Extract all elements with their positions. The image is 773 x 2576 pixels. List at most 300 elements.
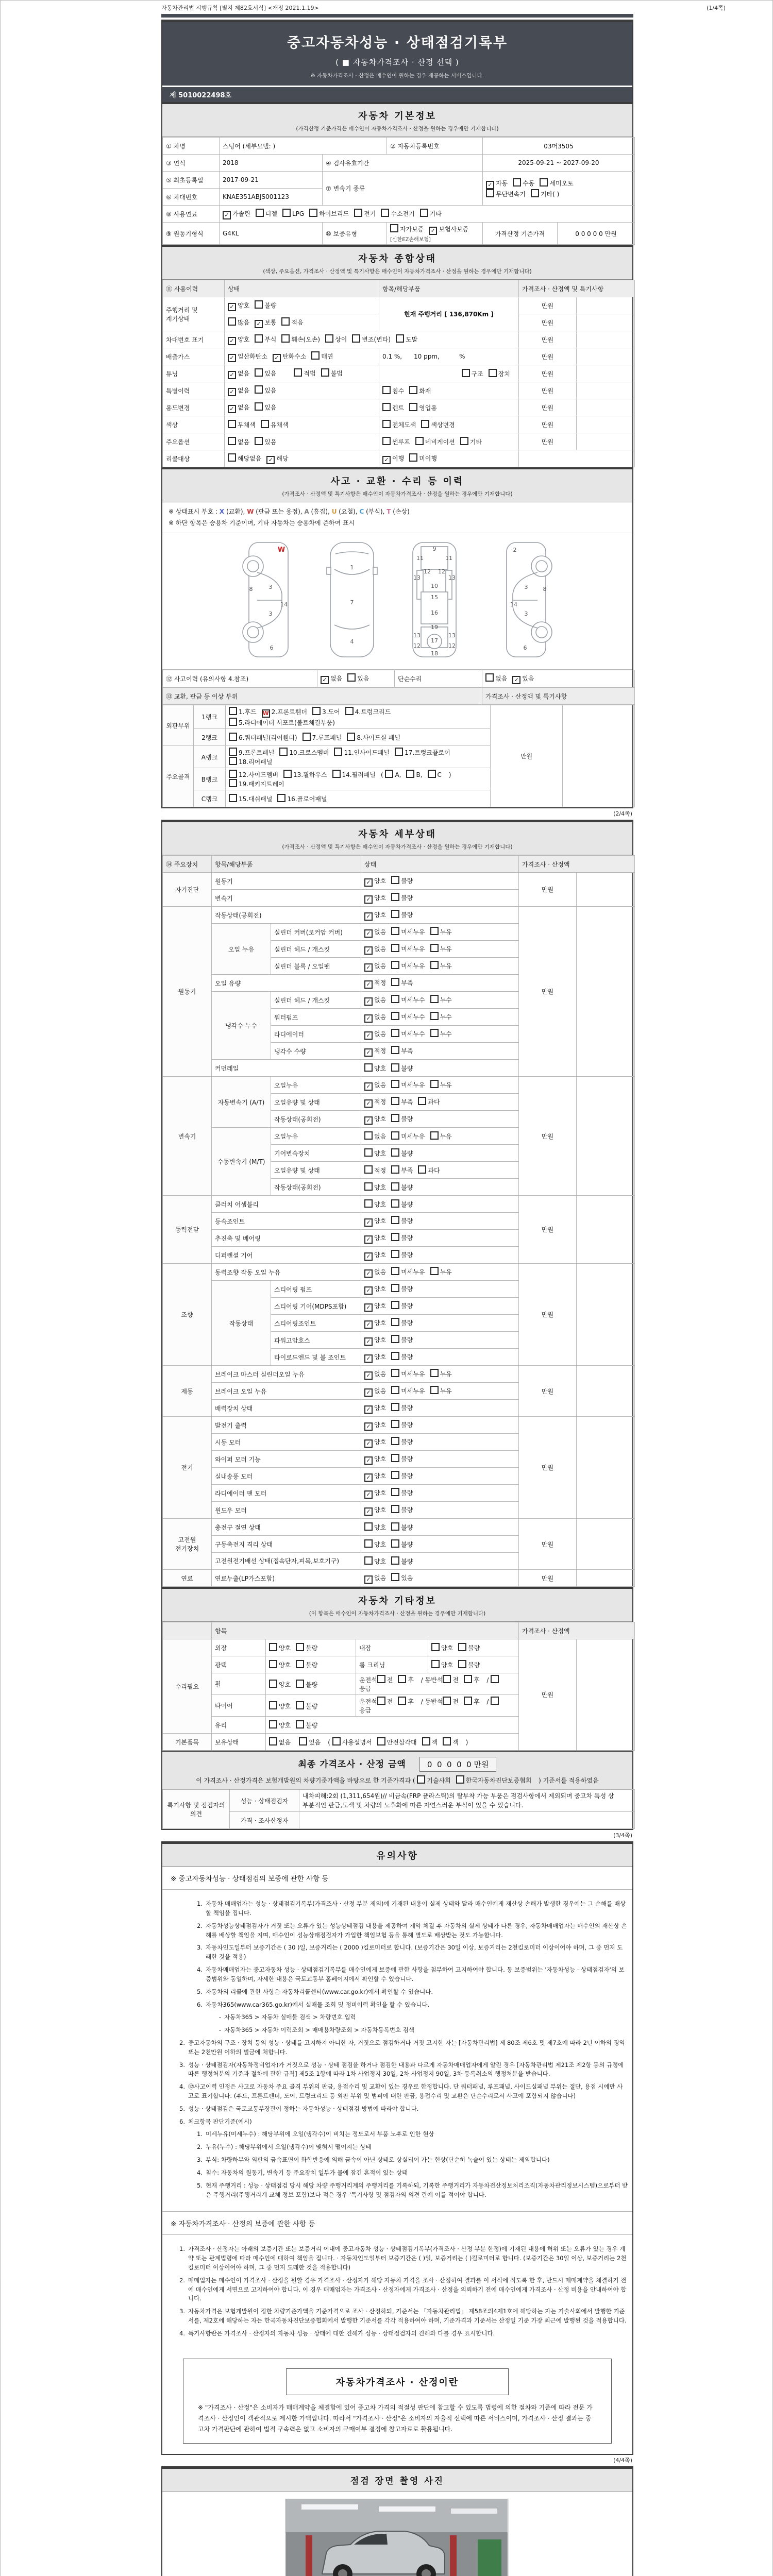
checkbox[interactable] xyxy=(391,1097,399,1105)
text-segment: (교환), xyxy=(224,508,247,515)
checkbox[interactable] xyxy=(458,1643,466,1651)
checkbox[interactable]: ✓ xyxy=(364,1456,373,1465)
form-cell: 만원 xyxy=(491,705,563,807)
checkbox[interactable] xyxy=(391,1199,399,1208)
notice-text: 체크항목 판단기준(예시) xyxy=(188,2117,252,2125)
checkbox[interactable] xyxy=(311,351,320,360)
checkbox[interactable] xyxy=(460,437,468,445)
detail-state-title: 자동차 세부상태 xyxy=(358,829,436,840)
checkbox[interactable] xyxy=(458,1660,466,1668)
checkbox[interactable]: ✓ xyxy=(364,963,373,972)
form-cell: 라디에이터 xyxy=(271,1026,361,1043)
checkbox[interactable] xyxy=(269,1720,277,1728)
checkbox[interactable] xyxy=(430,1012,439,1020)
checkbox-label: 잭 xyxy=(431,1739,438,1747)
checkbox[interactable] xyxy=(269,1737,277,1745)
page-3-box xyxy=(161,1841,633,2454)
checkbox[interactable] xyxy=(269,1701,277,1709)
status-code: C xyxy=(359,508,364,515)
checkbox[interactable] xyxy=(377,1737,385,1745)
notice-number: 5. xyxy=(179,2105,185,2112)
checkbox[interactable]: ✓ xyxy=(364,1218,373,1227)
checkbox[interactable]: ✓ xyxy=(382,456,391,464)
form-cell: 만원 xyxy=(519,382,577,399)
checkbox[interactable]: ✓ xyxy=(364,1388,373,1397)
checkbox[interactable] xyxy=(409,403,417,411)
checkbox[interactable]: ✓ xyxy=(364,1405,373,1414)
checkbox[interactable] xyxy=(332,1737,341,1745)
checkbox[interactable] xyxy=(391,1369,399,1377)
checkbox[interactable] xyxy=(420,209,428,217)
checkbox-label: 전 xyxy=(386,1698,393,1706)
checkbox[interactable] xyxy=(377,1675,385,1683)
checkbox[interactable]: ✓ xyxy=(364,1269,373,1278)
checkbox[interactable] xyxy=(364,1063,373,1072)
checkbox[interactable]: ✓ xyxy=(364,1235,373,1244)
checkbox[interactable] xyxy=(256,209,264,217)
checkbox-label: 양호 xyxy=(374,1472,386,1480)
checkbox[interactable] xyxy=(229,707,237,715)
checkbox[interactable]: ✓ xyxy=(228,337,236,345)
checkbox[interactable] xyxy=(391,1046,399,1054)
form-cell: 오일누유 xyxy=(271,1128,361,1145)
form-cell-checks xyxy=(266,1717,519,1734)
checkbox[interactable] xyxy=(430,1386,439,1394)
form-cell: 시동 모터 xyxy=(212,1434,361,1451)
checkbox[interactable] xyxy=(269,1680,277,1688)
checkbox[interactable] xyxy=(309,209,317,217)
form-table xyxy=(162,687,635,705)
form-cell: 주요골격 xyxy=(163,746,194,807)
overall-state-subtitle: (색상, 주요옵션, 가격조사 · 산정액 및 특기사항은 매수인이 자동차가격조사 · 산정을 원하는 경우에만 기재합니다) xyxy=(263,268,532,275)
checkbox[interactable] xyxy=(382,420,391,428)
checkbox[interactable] xyxy=(391,1420,399,1428)
checkbox-label: 불량 xyxy=(306,1645,318,1652)
checkbox[interactable] xyxy=(391,961,399,969)
checkbox[interactable] xyxy=(325,334,333,343)
diagram-part-number: 3 xyxy=(268,584,273,591)
checkbox[interactable]: ✓ xyxy=(364,1490,373,1499)
checkbox[interactable] xyxy=(255,368,263,377)
checkbox[interactable] xyxy=(364,1556,373,1565)
checkbox[interactable] xyxy=(485,673,494,682)
checkbox[interactable] xyxy=(277,794,285,802)
checkbox[interactable] xyxy=(391,978,399,986)
checkbox[interactable] xyxy=(269,1660,277,1668)
checkbox[interactable] xyxy=(283,770,292,778)
checkbox[interactable] xyxy=(391,1454,399,1462)
checkbox[interactable] xyxy=(282,209,291,217)
checkbox[interactable] xyxy=(391,1335,399,1343)
form-cell xyxy=(577,399,635,416)
checkbox[interactable] xyxy=(464,1675,472,1683)
checkbox[interactable] xyxy=(430,1080,439,1088)
checkbox[interactable] xyxy=(229,779,237,787)
form-cell: 특별이력 xyxy=(163,382,225,399)
checkbox[interactable] xyxy=(421,420,429,428)
checkbox-label: 없음 xyxy=(374,945,386,953)
notice-number: 3. xyxy=(179,2308,185,2315)
checkbox[interactable] xyxy=(364,1131,373,1140)
inspection-photo-1 xyxy=(285,2499,509,2576)
checkbox[interactable] xyxy=(391,1488,399,1496)
checkbox[interactable] xyxy=(391,1403,399,1411)
checkbox-label: 양호 xyxy=(441,1645,453,1652)
checkbox[interactable] xyxy=(303,733,311,741)
checkbox[interactable] xyxy=(391,876,399,884)
checkbox[interactable]: ✓ xyxy=(228,405,236,413)
checkbox[interactable] xyxy=(299,1737,307,1745)
checkbox[interactable]: ✓ xyxy=(512,676,520,684)
checkbox[interactable] xyxy=(422,1737,430,1745)
checkbox[interactable] xyxy=(513,178,521,187)
checkbox[interactable] xyxy=(391,1505,399,1513)
checkbox[interactable]: ✓ xyxy=(364,895,373,904)
checkbox[interactable] xyxy=(443,1675,451,1683)
checkbox[interactable] xyxy=(456,1775,464,1784)
checkbox[interactable] xyxy=(364,1148,373,1157)
checkbox[interactable]: ✓ xyxy=(364,1252,373,1261)
checkbox[interactable]: ✓ xyxy=(255,320,263,328)
checkbox[interactable] xyxy=(228,437,236,445)
registration-number: 03머3505 xyxy=(483,138,635,155)
checkbox-label: 없음 xyxy=(330,674,343,682)
checkbox[interactable] xyxy=(443,1697,451,1705)
checkbox[interactable] xyxy=(391,1165,399,1174)
checkbox[interactable] xyxy=(395,748,403,756)
checkbox-label: 불량 xyxy=(401,1524,413,1532)
checkbox[interactable] xyxy=(279,748,288,756)
checkbox[interactable] xyxy=(229,757,237,765)
checkbox[interactable] xyxy=(364,1539,373,1548)
checkbox[interactable] xyxy=(489,369,497,377)
checkbox[interactable] xyxy=(332,770,341,778)
checkbox[interactable]: ✓ xyxy=(273,354,281,362)
checkbox-label: 양호 xyxy=(374,1285,386,1293)
checkbox[interactable] xyxy=(354,209,362,217)
checkbox[interactable] xyxy=(462,369,470,377)
notice-item xyxy=(166,2245,628,2272)
checkbox-label: 매연 xyxy=(321,352,333,360)
notice-item xyxy=(166,2061,628,2079)
checkbox[interactable]: ✓ xyxy=(364,1371,373,1380)
checkbox[interactable] xyxy=(430,1131,439,1140)
checkbox[interactable]: ✓ xyxy=(364,1439,373,1448)
checkbox[interactable]: ✓ xyxy=(228,354,236,362)
checkbox-label: 누수 xyxy=(440,1013,452,1021)
checkbox[interactable] xyxy=(443,1737,451,1745)
checkbox[interactable] xyxy=(296,1720,304,1728)
checkbox-label: 썬루프 xyxy=(392,438,410,446)
checkbox[interactable] xyxy=(391,1080,399,1088)
checkbox[interactable]: ✓ xyxy=(266,456,275,464)
checkbox[interactable] xyxy=(352,334,360,343)
section-detail-state xyxy=(162,822,632,1587)
checkbox[interactable] xyxy=(229,718,237,726)
checkbox[interactable] xyxy=(430,961,439,969)
form-cell: 룸 크리닝 xyxy=(356,1656,428,1673)
checkbox[interactable] xyxy=(391,927,399,935)
form-cell-checks xyxy=(226,729,491,746)
diagram-part-number: 3 xyxy=(268,611,273,618)
checkbox-label: 없음 xyxy=(374,1268,386,1276)
checkbox[interactable] xyxy=(364,1199,373,1208)
checkbox[interactable] xyxy=(391,1386,399,1394)
checkbox[interactable] xyxy=(430,1267,439,1275)
checkbox[interactable] xyxy=(418,1097,426,1105)
checkbox[interactable] xyxy=(261,420,269,428)
checkbox[interactable]: ✓ xyxy=(364,1575,373,1584)
device-transmission: 변속기 xyxy=(163,1077,212,1196)
checkbox[interactable] xyxy=(391,1029,399,1037)
checkbox[interactable] xyxy=(430,944,439,952)
checkbox[interactable] xyxy=(540,178,548,187)
checkbox[interactable] xyxy=(391,1352,399,1360)
checkbox[interactable] xyxy=(428,770,436,778)
text-segment: ( xyxy=(380,771,385,779)
checkbox[interactable] xyxy=(269,1643,277,1651)
checkbox[interactable]: ✓ xyxy=(364,980,373,989)
text-segment: (부식), xyxy=(364,508,387,515)
diagram-part-number: 6 xyxy=(270,645,274,652)
checkbox[interactable] xyxy=(347,673,356,682)
notices-block-b xyxy=(162,2235,632,2350)
checkbox[interactable] xyxy=(255,334,263,343)
checkbox[interactable]: ✓ xyxy=(223,211,231,219)
checkbox[interactable] xyxy=(396,334,404,343)
checkbox[interactable] xyxy=(229,794,237,802)
checkbox[interactable] xyxy=(364,1182,373,1191)
checkbox[interactable]: ✓ xyxy=(228,388,236,396)
checkbox[interactable] xyxy=(391,1301,399,1309)
checkbox[interactable] xyxy=(294,368,302,377)
checkbox[interactable] xyxy=(391,1556,399,1565)
checkbox[interactable] xyxy=(431,1643,440,1651)
checkbox[interactable] xyxy=(296,1680,304,1688)
diagram-part-number: 19 xyxy=(431,624,438,631)
checkbox[interactable] xyxy=(431,1660,440,1668)
accident-history-subtitle: (가격조사 · 산정액 및 특기사항은 매수인이 자동차가격조사 · 산정을 원하는 경우에만 기재합니다) xyxy=(282,491,513,497)
checkbox-label: 누유 xyxy=(440,1387,452,1395)
checkbox[interactable] xyxy=(391,1471,399,1479)
checkbox[interactable]: ✓ xyxy=(364,1337,373,1346)
checkbox[interactable]: ✓ xyxy=(364,1048,373,1057)
checkbox[interactable] xyxy=(228,317,236,326)
checkbox[interactable] xyxy=(385,770,393,778)
checkbox[interactable] xyxy=(409,386,417,394)
checkbox[interactable]: ✓ xyxy=(364,1507,373,1516)
checkbox[interactable] xyxy=(409,453,417,462)
checkbox-label: 양호 xyxy=(374,1455,386,1463)
checkbox[interactable] xyxy=(391,1250,399,1258)
checkbox[interactable]: W xyxy=(262,710,269,717)
checkbox[interactable] xyxy=(296,1660,304,1668)
checkbox[interactable] xyxy=(391,1539,399,1548)
checkbox[interactable] xyxy=(430,1029,439,1037)
checkbox-label: 부족 xyxy=(401,1047,413,1055)
form-cell xyxy=(519,450,635,467)
checkbox[interactable]: ✓ xyxy=(364,1082,373,1091)
checkbox-label: 양호 xyxy=(374,1489,386,1497)
diagram-part-number: 3 xyxy=(524,584,528,591)
checkbox-label: 부족 xyxy=(401,1098,413,1106)
form-cell xyxy=(577,907,635,1077)
checkbox[interactable] xyxy=(255,402,263,411)
checkbox[interactable] xyxy=(391,944,399,952)
checkbox[interactable] xyxy=(390,224,398,232)
checkbox[interactable] xyxy=(229,770,237,778)
checkbox[interactable] xyxy=(406,770,414,778)
checkbox[interactable] xyxy=(296,1701,304,1709)
checkbox[interactable] xyxy=(281,334,290,343)
checkbox[interactable] xyxy=(364,1522,373,1531)
device-engine: 원동기 xyxy=(163,907,212,1077)
form-cell xyxy=(577,314,635,331)
form-cell-checks xyxy=(361,1043,519,1060)
form-cell: 타이어 xyxy=(212,1695,266,1717)
checkbox-label: 4.트렁크리드 xyxy=(355,708,391,716)
checkbox[interactable] xyxy=(255,300,263,309)
checkbox[interactable] xyxy=(391,1267,399,1275)
checkbox[interactable]: ✓ xyxy=(486,181,494,189)
checkbox[interactable] xyxy=(312,707,321,715)
checkbox[interactable] xyxy=(281,317,290,326)
checkbox[interactable]: ✓ xyxy=(364,1286,373,1295)
checkbox[interactable] xyxy=(296,1643,304,1651)
checkbox[interactable]: ✓ xyxy=(364,946,373,955)
checkbox[interactable] xyxy=(391,893,399,901)
checkbox[interactable]: ✓ xyxy=(364,878,373,887)
checkbox[interactable]: ✓ xyxy=(364,1303,373,1312)
checkbox-label: 적정 xyxy=(374,979,386,987)
checkbox[interactable] xyxy=(255,385,263,394)
checkbox[interactable] xyxy=(398,1675,406,1683)
base-price: 0 0 0 0 0 만원 xyxy=(558,223,635,245)
checkbox[interactable]: ✓ xyxy=(364,1320,373,1329)
checkbox[interactable] xyxy=(391,1182,399,1191)
checkbox[interactable] xyxy=(381,209,389,217)
checkbox[interactable]: ✓ xyxy=(364,1422,373,1431)
checkbox[interactable] xyxy=(391,1437,399,1445)
checkbox-label: 없음 xyxy=(238,403,250,411)
checkbox[interactable] xyxy=(377,1697,385,1705)
final-price-band xyxy=(162,1751,632,1789)
checkbox[interactable] xyxy=(486,189,494,197)
checkbox[interactable] xyxy=(382,403,391,411)
checkbox[interactable] xyxy=(391,1318,399,1326)
notice-item xyxy=(166,2001,628,2010)
checkbox[interactable]: ✓ xyxy=(364,1099,373,1108)
checkbox[interactable] xyxy=(391,910,399,918)
checkbox[interactable] xyxy=(255,437,263,445)
checkbox[interactable]: ✓ xyxy=(364,929,373,938)
checkbox[interactable] xyxy=(347,733,355,741)
form-cell: 추진축 및 베어링 xyxy=(212,1230,361,1247)
checkbox[interactable] xyxy=(464,1697,472,1705)
checkbox[interactable] xyxy=(228,453,236,462)
checkbox-label: 후 xyxy=(474,1676,480,1684)
checkbox[interactable] xyxy=(391,995,399,1003)
checkbox[interactable] xyxy=(229,733,237,741)
checkbox[interactable] xyxy=(417,1775,425,1784)
form-cell: 가격조사 · 산정액 및 특기사항 xyxy=(519,280,635,297)
form-cell: ⑫ 사고이력 (유의사항 4.참조) xyxy=(163,670,317,687)
checkbox[interactable] xyxy=(418,1165,426,1174)
final-price-amount: 0 0 0 0 0 만원 xyxy=(419,1757,497,1772)
diagram-part-number: 9 xyxy=(432,546,436,553)
checkbox[interactable]: ✓ xyxy=(364,997,373,1006)
checkbox[interactable] xyxy=(491,1697,499,1705)
text-segment: ) 기준서를 적용하였음 xyxy=(536,1777,599,1785)
form-table xyxy=(162,1789,635,1829)
checkbox[interactable] xyxy=(391,1522,399,1531)
checkbox[interactable] xyxy=(391,1148,399,1157)
form-cell: 내장 xyxy=(356,1639,428,1656)
checkbox[interactable] xyxy=(391,1131,399,1140)
checkbox[interactable] xyxy=(382,437,391,445)
form-cell: 오일누유 xyxy=(271,1077,361,1094)
checkbox[interactable]: ✓ xyxy=(429,227,437,235)
form-cell: ④ 검사유효기간 xyxy=(323,155,483,172)
checkbox[interactable]: ✓ xyxy=(364,912,373,921)
checkbox[interactable] xyxy=(391,1573,399,1581)
checkbox-label: 불량 xyxy=(401,1353,413,1361)
form-cell: 단순수리 xyxy=(395,670,482,687)
checkbox[interactable] xyxy=(382,386,391,394)
checkbox[interactable] xyxy=(430,1369,439,1377)
form-cell xyxy=(563,705,635,807)
form-cell-checks xyxy=(361,1196,519,1213)
checkbox[interactable] xyxy=(321,368,329,377)
checkbox[interactable] xyxy=(430,995,439,1003)
checkbox[interactable] xyxy=(391,1233,399,1241)
checkbox[interactable]: ✓ xyxy=(364,1354,373,1363)
checkbox[interactable] xyxy=(398,1697,406,1705)
damage-mark-w: W xyxy=(277,546,285,554)
checkbox-label: 구조 xyxy=(471,370,483,378)
checkbox[interactable] xyxy=(228,420,236,428)
form-cell xyxy=(577,873,635,907)
checkbox-label: 없음 xyxy=(374,928,386,936)
checkbox[interactable] xyxy=(391,1284,399,1292)
checkbox[interactable]: ✓ xyxy=(364,1014,373,1023)
checkbox[interactable]: ✓ xyxy=(228,371,236,379)
basic-info-table xyxy=(162,137,632,245)
checkbox[interactable] xyxy=(345,707,354,715)
checkbox[interactable]: ✓ xyxy=(228,303,236,311)
checkbox[interactable] xyxy=(531,189,539,197)
checkbox[interactable] xyxy=(391,1216,399,1224)
checkbox[interactable] xyxy=(391,1063,399,1072)
checkbox[interactable] xyxy=(391,1114,399,1122)
checkbox[interactable] xyxy=(229,748,237,756)
page-4-box xyxy=(161,2466,633,2576)
form-cell-checks xyxy=(361,1349,519,1366)
checkbox[interactable] xyxy=(391,1012,399,1020)
form-cell-checks xyxy=(361,1366,519,1383)
checkbox[interactable]: ✓ xyxy=(364,1116,373,1125)
checkbox[interactable] xyxy=(364,1165,373,1174)
checkbox[interactable]: ✓ xyxy=(364,1031,373,1040)
checkbox[interactable]: ✓ xyxy=(364,1473,373,1482)
checkbox[interactable] xyxy=(334,748,342,756)
checkbox[interactable]: ✓ xyxy=(321,676,329,684)
checkbox[interactable] xyxy=(491,1675,499,1683)
checkbox[interactable] xyxy=(415,437,424,445)
notice-number: 6. xyxy=(179,2117,185,2125)
checkbox[interactable] xyxy=(430,927,439,935)
notice-number: 3. xyxy=(197,2156,203,2164)
